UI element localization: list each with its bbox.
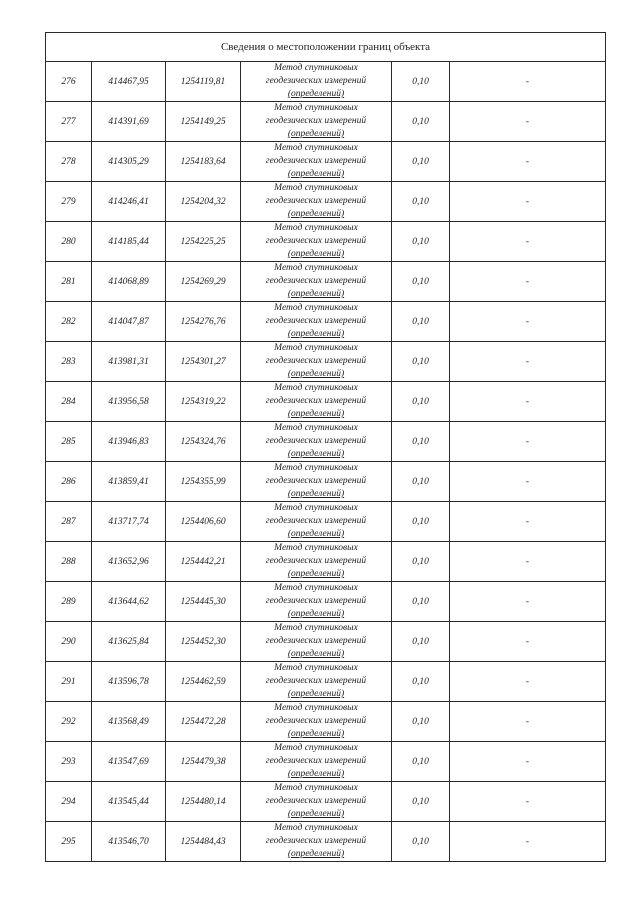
table-title: Сведения о местоположении границ объекта [46, 33, 606, 62]
y-coordinate-cell: 1254480,14 [166, 782, 241, 822]
method-cell [241, 502, 392, 542]
method-line-2: геодезических измерений [265, 516, 367, 526]
method-line-2: геодезических измерений [265, 596, 367, 606]
note-cell: - [450, 782, 606, 822]
note-cell: - [450, 302, 606, 342]
method-line-1: Метод спутниковых [274, 223, 358, 233]
method-line-2: геодезических измерений [265, 276, 367, 286]
table-row [46, 142, 606, 182]
method-cell [241, 582, 392, 622]
note-cell: - [450, 382, 606, 422]
point-number-cell: 292 [46, 702, 92, 742]
table-row [46, 662, 606, 702]
point-number-cell: 293 [46, 742, 92, 782]
method-line-2: геодезических измерений [265, 476, 367, 486]
y-coordinate-cell: 1254269,29 [166, 262, 241, 302]
note-cell: - [450, 142, 606, 182]
x-coordinate-cell: 413859,41 [92, 462, 166, 502]
method-line-1: Метод спутниковых [274, 743, 358, 753]
method-cell [241, 742, 392, 782]
method-cell [241, 142, 392, 182]
precision-cell: 0,10 [392, 662, 450, 702]
method-cell [241, 822, 392, 862]
precision-cell: 0,10 [392, 342, 450, 382]
method-line-1: Метод спутниковых [274, 463, 358, 473]
y-coordinate-cell: 1254355,99 [166, 462, 241, 502]
method-cell [241, 462, 392, 502]
method-line-3: (определений) [287, 169, 345, 179]
method-line-1: Метод спутниковых [274, 183, 358, 193]
x-coordinate-cell: 414068,89 [92, 262, 166, 302]
x-coordinate-cell: 413644,62 [92, 582, 166, 622]
y-coordinate-cell: 1254183,64 [166, 142, 241, 182]
method-line-3: (определений) [287, 249, 345, 259]
method-line-2: геодезических измерений [265, 356, 367, 366]
precision-cell: 0,10 [392, 382, 450, 422]
y-coordinate-cell: 1254276,76 [166, 302, 241, 342]
method-line-3: (определений) [287, 569, 345, 579]
note-cell: - [450, 822, 606, 862]
method-line-1: Метод спутниковых [274, 143, 358, 153]
x-coordinate-cell: 413546,70 [92, 822, 166, 862]
y-coordinate-cell: 1254149,25 [166, 102, 241, 142]
method-cell [241, 102, 392, 142]
note-cell: - [450, 542, 606, 582]
x-coordinate-cell: 414305,29 [92, 142, 166, 182]
x-coordinate-cell: 413981,31 [92, 342, 166, 382]
method-line-3: (определений) [287, 529, 345, 539]
method-line-1: Метод спутниковых [274, 263, 358, 273]
note-cell: - [450, 622, 606, 662]
method-line-2: геодезических измерений [265, 756, 367, 766]
method-line-3: (определений) [287, 489, 345, 499]
table-row [46, 102, 606, 142]
note-cell: - [450, 742, 606, 782]
method-line-3: (определений) [287, 209, 345, 219]
method-line-3: (определений) [287, 849, 345, 859]
method-line-1: Метод спутниковых [274, 503, 358, 513]
x-coordinate-cell: 413596,78 [92, 662, 166, 702]
method-line-1: Метод спутниковых [274, 423, 358, 433]
note-cell: - [450, 582, 606, 622]
x-coordinate-cell: 413568,49 [92, 702, 166, 742]
table-row [46, 582, 606, 622]
method-line-3: (определений) [287, 649, 345, 659]
table-row [46, 622, 606, 662]
note-cell: - [450, 182, 606, 222]
y-coordinate-cell: 1254479,38 [166, 742, 241, 782]
method-cell [241, 302, 392, 342]
method-line-3: (определений) [287, 409, 345, 419]
method-line-3: (определений) [287, 769, 345, 779]
table-row [46, 342, 606, 382]
method-cell [241, 622, 392, 662]
table-row [46, 822, 606, 862]
precision-cell: 0,10 [392, 822, 450, 862]
method-line-1: Метод спутниковых [274, 703, 358, 713]
method-cell [241, 222, 392, 262]
table-row [46, 542, 606, 582]
method-line-2: геодезических измерений [265, 236, 367, 246]
y-coordinate-cell: 1254442,21 [166, 542, 241, 582]
method-line-3: (определений) [287, 329, 345, 339]
table-row [46, 782, 606, 822]
method-line-3: (определений) [287, 609, 345, 619]
method-line-2: геодезических измерений [265, 556, 367, 566]
x-coordinate-cell: 414246,41 [92, 182, 166, 222]
method-cell [241, 782, 392, 822]
method-cell [241, 62, 392, 102]
point-number-cell: 282 [46, 302, 92, 342]
point-number-cell: 287 [46, 502, 92, 542]
x-coordinate-cell: 413652,96 [92, 542, 166, 582]
y-coordinate-cell: 1254445,30 [166, 582, 241, 622]
table-row [46, 462, 606, 502]
note-cell: - [450, 702, 606, 742]
point-number-cell: 288 [46, 542, 92, 582]
x-coordinate-cell: 413545,44 [92, 782, 166, 822]
y-coordinate-cell: 1254406,60 [166, 502, 241, 542]
note-cell: - [450, 422, 606, 462]
note-cell: - [450, 662, 606, 702]
note-cell: - [450, 62, 606, 102]
note-cell: - [450, 102, 606, 142]
point-number-cell: 283 [46, 342, 92, 382]
y-coordinate-cell: 1254204,32 [166, 182, 241, 222]
method-line-1: Метод спутниковых [274, 303, 358, 313]
table-row [46, 702, 606, 742]
method-cell [241, 662, 392, 702]
point-number-cell: 278 [46, 142, 92, 182]
table-row [46, 182, 606, 222]
precision-cell: 0,10 [392, 302, 450, 342]
method-line-1: Метод спутниковых [274, 623, 358, 633]
method-line-2: геодезических измерений [265, 116, 367, 126]
method-line-3: (определений) [287, 89, 345, 99]
point-number-cell: 279 [46, 182, 92, 222]
method-cell [241, 542, 392, 582]
method-cell [241, 702, 392, 742]
point-number-cell: 276 [46, 62, 92, 102]
y-coordinate-cell: 1254472,28 [166, 702, 241, 742]
y-coordinate-cell: 1254319,22 [166, 382, 241, 422]
method-line-3: (определений) [287, 129, 345, 139]
note-cell: - [450, 342, 606, 382]
method-line-2: геодезических измерений [265, 196, 367, 206]
point-number-cell: 286 [46, 462, 92, 502]
note-cell: - [450, 462, 606, 502]
note-cell: - [450, 222, 606, 262]
point-number-cell: 295 [46, 822, 92, 862]
precision-cell: 0,10 [392, 422, 450, 462]
table-title-row [46, 33, 606, 62]
method-line-2: геодезических измерений [265, 716, 367, 726]
table-row [46, 302, 606, 342]
method-line-3: (определений) [287, 729, 345, 739]
method-line-1: Метод спутниковых [274, 343, 358, 353]
method-line-1: Метод спутниковых [274, 103, 358, 113]
x-coordinate-cell: 413717,74 [92, 502, 166, 542]
precision-cell: 0,10 [392, 102, 450, 142]
method-line-1: Метод спутниковых [274, 543, 358, 553]
method-line-2: геодезических измерений [265, 796, 367, 806]
precision-cell: 0,10 [392, 182, 450, 222]
table-row [46, 382, 606, 422]
method-cell [241, 342, 392, 382]
method-line-1: Метод спутниковых [274, 663, 358, 673]
method-cell [241, 382, 392, 422]
precision-cell: 0,10 [392, 742, 450, 782]
x-coordinate-cell: 413956,58 [92, 382, 166, 422]
method-line-2: геодезических измерений [265, 76, 367, 86]
table-row [46, 502, 606, 542]
precision-cell: 0,10 [392, 502, 450, 542]
y-coordinate-cell: 1254462,59 [166, 662, 241, 702]
method-line-3: (определений) [287, 449, 345, 459]
method-line-2: геодезических измерений [265, 156, 367, 166]
method-line-2: геодезических измерений [265, 636, 367, 646]
point-number-cell: 285 [46, 422, 92, 462]
y-coordinate-cell: 1254484,43 [166, 822, 241, 862]
precision-cell: 0,10 [392, 142, 450, 182]
method-line-2: геодезических измерений [265, 316, 367, 326]
method-line-1: Метод спутниковых [274, 823, 358, 833]
method-cell [241, 262, 392, 302]
x-coordinate-cell: 414391,69 [92, 102, 166, 142]
method-line-3: (определений) [287, 289, 345, 299]
x-coordinate-cell: 413547,69 [92, 742, 166, 782]
precision-cell: 0,10 [392, 582, 450, 622]
boundary-coordinates-table [45, 32, 606, 862]
y-coordinate-cell: 1254324,76 [166, 422, 241, 462]
point-number-cell: 294 [46, 782, 92, 822]
method-line-1: Метод спутниковых [274, 383, 358, 393]
y-coordinate-cell: 1254452,30 [166, 622, 241, 662]
precision-cell: 0,10 [392, 462, 450, 502]
method-line-1: Метод спутниковых [274, 583, 358, 593]
point-number-cell: 291 [46, 662, 92, 702]
method-line-1: Метод спутниковых [274, 63, 358, 73]
note-cell: - [450, 262, 606, 302]
point-number-cell: 290 [46, 622, 92, 662]
table-row [46, 742, 606, 782]
method-line-2: геодезических измерений [265, 676, 367, 686]
x-coordinate-cell: 413946,83 [92, 422, 166, 462]
x-coordinate-cell: 414047,87 [92, 302, 166, 342]
x-coordinate-cell: 414185,44 [92, 222, 166, 262]
method-cell [241, 182, 392, 222]
y-coordinate-cell: 1254301,27 [166, 342, 241, 382]
precision-cell: 0,10 [392, 222, 450, 262]
method-line-2: геодезических измерений [265, 436, 367, 446]
method-line-3: (определений) [287, 369, 345, 379]
table-row [46, 62, 606, 102]
x-coordinate-cell: 413625,84 [92, 622, 166, 662]
y-coordinate-cell: 1254119,81 [166, 62, 241, 102]
method-cell [241, 422, 392, 462]
method-line-1: Метод спутниковых [274, 783, 358, 793]
precision-cell: 0,10 [392, 782, 450, 822]
point-number-cell: 280 [46, 222, 92, 262]
point-number-cell: 289 [46, 582, 92, 622]
point-number-cell: 281 [46, 262, 92, 302]
method-line-3: (определений) [287, 809, 345, 819]
method-line-2: геодезических измерений [265, 836, 367, 846]
point-number-cell: 284 [46, 382, 92, 422]
method-line-3: (определений) [287, 689, 345, 699]
precision-cell: 0,10 [392, 262, 450, 302]
table-row [46, 222, 606, 262]
precision-cell: 0,10 [392, 702, 450, 742]
precision-cell: 0,10 [392, 62, 450, 102]
y-coordinate-cell: 1254225,25 [166, 222, 241, 262]
note-cell: - [450, 502, 606, 542]
precision-cell: 0,10 [392, 622, 450, 662]
precision-cell: 0,10 [392, 542, 450, 582]
point-number-cell: 277 [46, 102, 92, 142]
method-line-2: геодезических измерений [265, 396, 367, 406]
table-row [46, 422, 606, 462]
table-row [46, 262, 606, 302]
x-coordinate-cell: 414467,95 [92, 62, 166, 102]
